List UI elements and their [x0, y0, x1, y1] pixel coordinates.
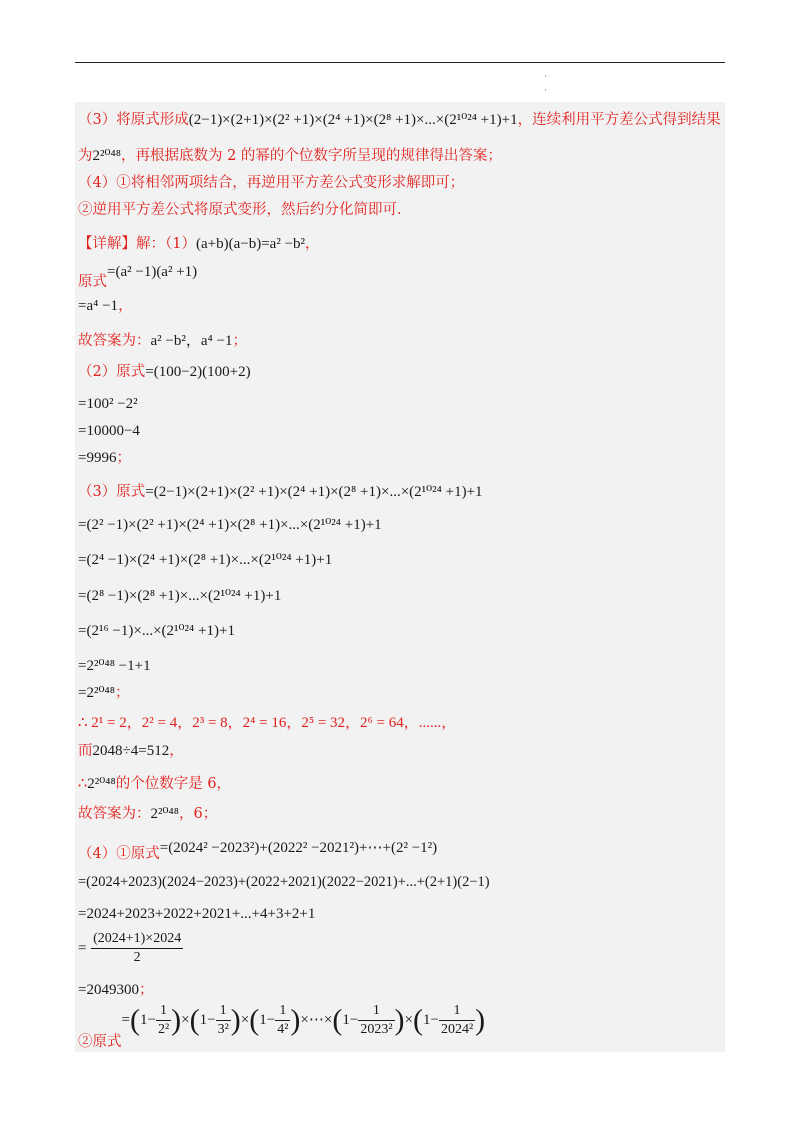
- detail-part4-line2: =(2024+2023)(2024−2023)+(2022+2021)(2022−2021)+...+(2+1)(2−1): [78, 874, 490, 890]
- detail-part4-result: =2049300；: [78, 982, 154, 998]
- detail-part3-pattern: ∴ 2¹ = 2，2² = 4，2³ = 8，2⁴ = 16，2⁵ = 32，2⁶ = 64，......，: [78, 715, 457, 731]
- detail-part1-line2: 原式=(a² −1)(a² +1): [78, 264, 198, 290]
- detail-part2-line3: =10000−4: [78, 423, 140, 439]
- detail-part1-line3: =a⁴ −1，: [78, 298, 133, 314]
- detail-part3-line1: （3）原式=(2−1)×(2+1)×(2² +1)×(2⁴ +1)×(2⁸ +1)×...×(2¹⁰²⁴ +1)+1: [78, 484, 483, 500]
- hint-part3-expression: (2−1)×(2+1)×(2² +1)×(2⁴ +1)×(2⁸ +1)×...×(2¹⁰²⁴ +1)+1: [188, 112, 518, 128]
- detail-part3-answer: 故答案为：2²⁰⁴⁸，6；: [78, 806, 218, 822]
- detail-part3-line4: =(2⁸ −1)×(2⁸ +1)×...×(2¹⁰²⁴ +1)+1: [78, 588, 282, 604]
- hint-part4-2: ②逆用平方差公式将原式变形，然后约分化简即可.: [78, 202, 402, 218]
- detail-part2-line2: =100² −2²: [78, 396, 138, 412]
- detail-part4-line1: （4）①原式=(2024² −2023²)+(2022² −2021²)+⋯+(2² −1²): [78, 840, 438, 862]
- detail-part3-unit-digit: ∴2²⁰⁴⁸的个位数字是 6，: [78, 776, 232, 792]
- detail-part3-line5: =(2¹⁶ −1)×...×(2¹⁰²⁴ +1)+1: [78, 623, 235, 639]
- detail-part3-line3: =(2⁴ −1)×(2⁴ +1)×(2⁸ +1)×...×(2¹⁰²⁴ +1)+1: [78, 552, 333, 568]
- detail-part4-fraction-line: = $\frac{(2024+1)\times 2024}{2}$: [78, 931, 182, 965]
- detail-part3-line6: =2²⁰⁴⁸ −1+1: [78, 658, 151, 674]
- header-rule: [75, 62, 725, 63]
- detail-part4b-line: ②原式=(1− $\frac{1}{\text{2²}}$ )×(1− $\frac{1}{\text{3²}}$ )×(1− $\frac{1}{\text{4²}}$ )×⋯×(1− $\frac{1}{\text{2023²}}$ )×(1− $\frac{1}{\text{2024²}}$ ): [78, 1003, 486, 1050]
- detail-part2-line1: （2）原式=(100−2)(100+2): [78, 364, 251, 380]
- detail-part3-line2: =(2² −1)×(2² +1)×(2⁴ +1)×(2⁸ +1)×...×(2¹⁰²⁴ +1)+1: [78, 517, 382, 533]
- hint-part3-line2: 为2²⁰⁴⁸，再根据底数为 2 的幂的个位数字所呈现的规律得出答案；: [78, 148, 502, 164]
- detail-part3-line7: =2²⁰⁴⁸；: [78, 685, 130, 701]
- detail-part4-line3: =2024+2023+2022+2021+...+4+3+2+1: [78, 906, 316, 922]
- header-dots: · ·: [544, 72, 547, 96]
- detail-part1-intro: 【详解】解：（1）(a+b)(a−b)=a² −b²，: [78, 236, 320, 252]
- detail-part1-answer: 故答案为：a² −b²，a⁴ −1；: [78, 333, 247, 349]
- detail-part3-division: 而2048÷4=512，: [78, 743, 184, 759]
- detail-part4-fraction: $\frac{(2024+1)\times 2024}{2}$: [93, 931, 182, 965]
- detail-part2-line4: =9996；: [78, 450, 131, 466]
- hint-part4-1: （4）①将相邻两项结合，再逆用平方差公式变形求解即可；: [78, 175, 465, 191]
- detail-tag: 【详解】: [78, 236, 136, 252]
- hint-part3-line1: （3）将原式形成(2−1)×(2+1)×(2² +1)×(2⁴ +1)×(2⁸ +1)×...×(2¹⁰²⁴ +1)+1，连续利用平方差公式得到结果: [78, 112, 721, 128]
